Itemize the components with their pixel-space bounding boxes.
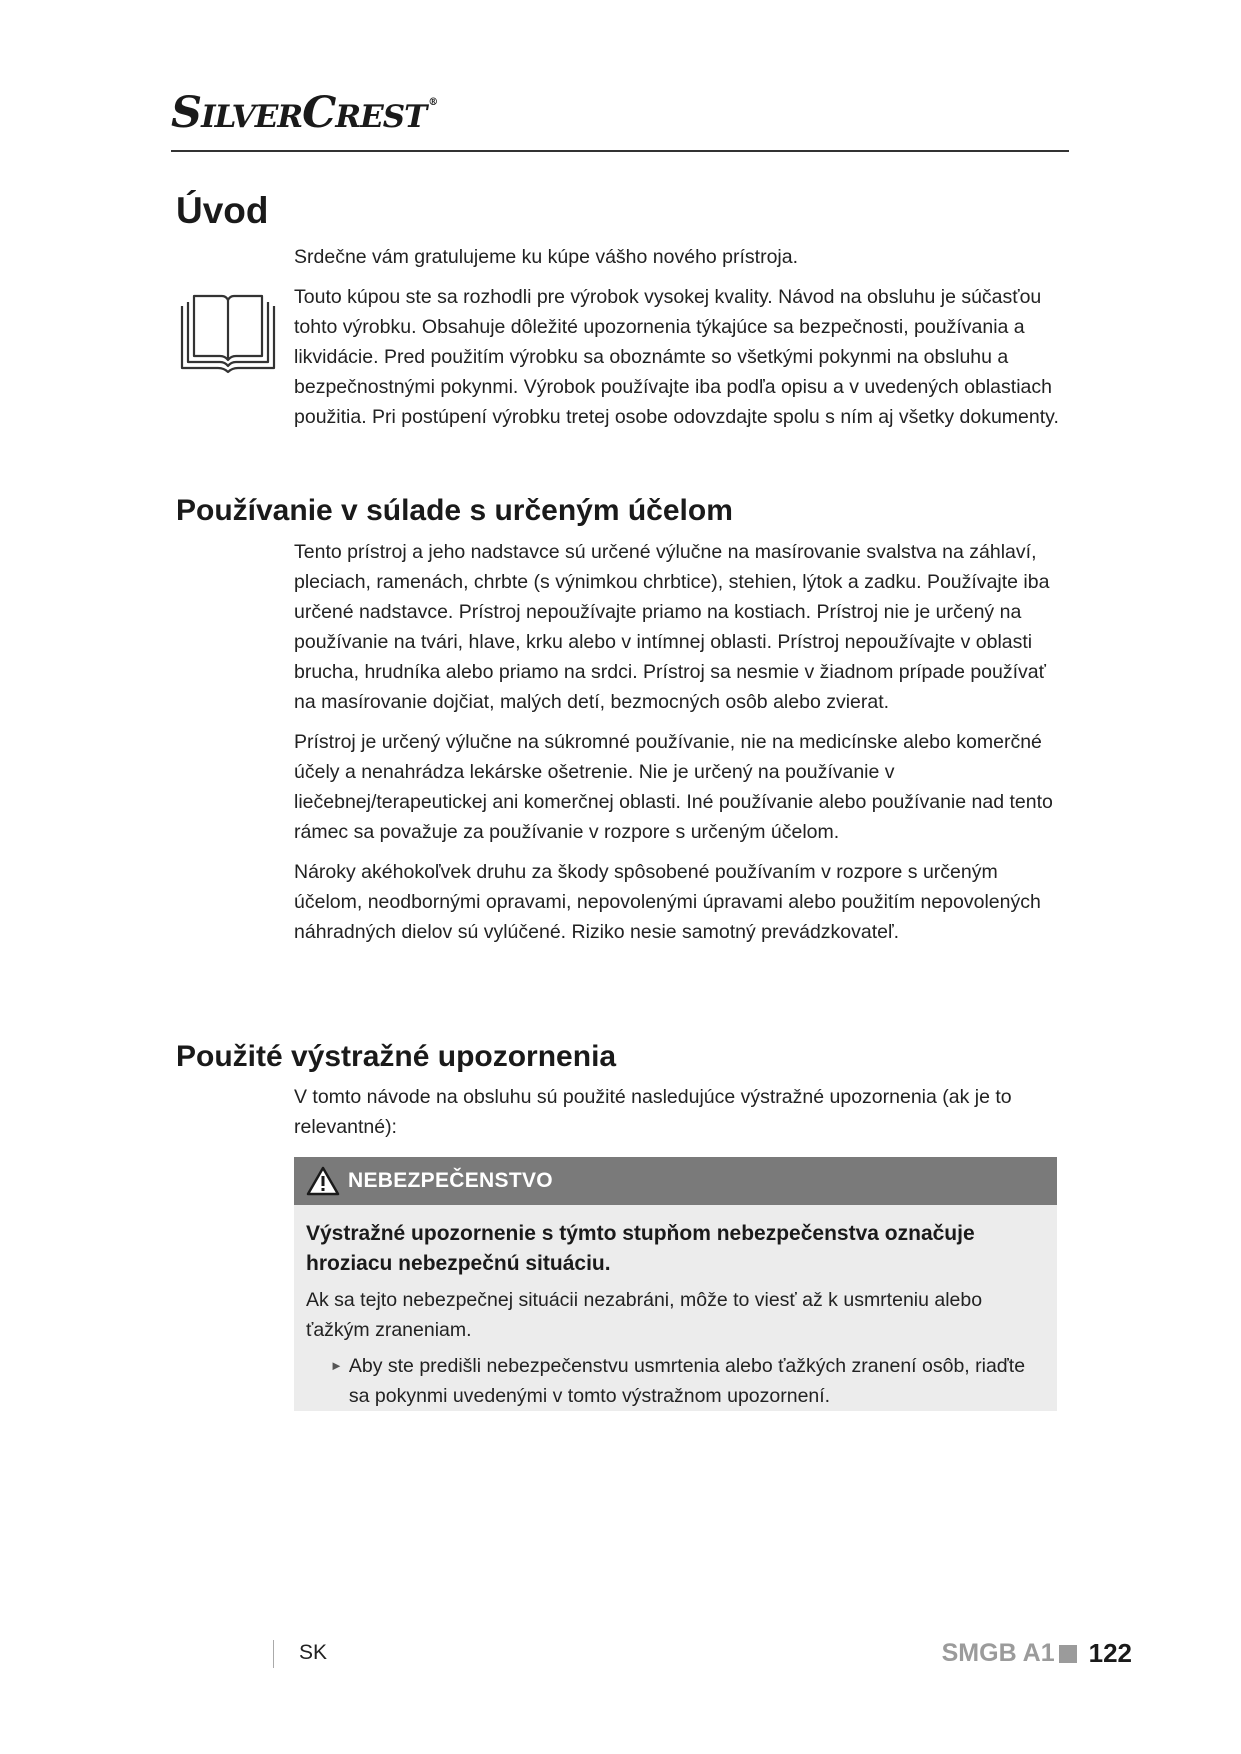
warnings-intro-text xyxy=(294,1082,1064,1152)
header-rule xyxy=(171,150,1069,152)
intended-use-text xyxy=(294,537,1064,957)
warning-triangle-icon xyxy=(306,1166,340,1196)
footer-square-icon xyxy=(1059,1645,1077,1663)
warning-heading: NEBEZPEČENSTVO xyxy=(348,1169,553,1192)
paragraph: Prístroj je určený výlučne na súkromné používanie, nie na medicínske alebo komerčné účely a nenahrádza lekárske ošetrenie. Nie je určený na používanie v liečebnej/terapeutickej ani komerčnej oblasti. Iné používanie alebo používanie nad tento rámec sa považuje za používanie v rozpore s určeným účelom. xyxy=(294,731,1053,843)
page-number: 122 xyxy=(1088,1638,1132,1668)
footer-model: SMGB A1 xyxy=(941,1639,1055,1667)
intro-text xyxy=(294,242,1064,442)
paragraph: Srdečne vám gratulujeme ku kúpe vášho nového prístroja. xyxy=(294,246,799,268)
footer-page-info xyxy=(942,1638,1132,1669)
warning-header xyxy=(294,1157,1057,1205)
warning-bullet-text: Aby ste predišli nebezpečenstvu usmrtenia alebo ťažkých zranení osôb, riaďte sa pokynmi uvedenými v tomto výstražnom upozornení. xyxy=(348,1355,1026,1407)
warning-text: Ak sa tejto nebezpečnej situácii nezabráni, môže to viesť až k usmrteniu alebo ťažkým zraneniam. xyxy=(306,1289,983,1341)
paragraph: Nároky akéhokoľvek druhu za škody spôsobené používaním v rozpore s určeným účelom, neodbornými opravami, nepovolenými úpravami alebo použitím nepovolených náhradných dielov sú vylúčené. Riziko nesie samotný prevádzkovateľ. xyxy=(294,861,1041,943)
book-icon xyxy=(178,292,278,374)
warning-bullet-item xyxy=(306,1351,1045,1411)
warning-body xyxy=(294,1205,1057,1411)
silvercrest-logo: SILVERCREST ® xyxy=(171,88,438,138)
paragraph: Tento prístroj a jeho nadstavce sú určené výlučne na masírovanie svalstva na záhlaví, pleciach, ramenách, chrbte (s výnimkou chrbtice), stehien, lýtok a zadku. Používajte iba určené nadstavce. Prístroj nepoužívajte priamo na kostiach. Prístroj nie je určený na používanie na tvári, hlave, krku alebo v intímnej oblasti. Prístroj nepoužívajte v oblasti brucha, hrudníka alebo priamo na srdci. Prístroj sa nesmie v žiadnom prípade používať na masírovanie dojčiat, malých detí, bezmocných osôb alebo zvierat. xyxy=(294,541,1050,713)
bullet-arrow-icon: ► xyxy=(330,1358,343,1373)
section-title-intro: Úvod xyxy=(176,190,269,231)
paragraph: Touto kúpou ste sa rozhodli pre výrobok vysokej kvality. Návod na obsluhu je súčasťou tohto výrobku. Obsahuje dôležité upozornenia týkajúce sa bezpečnosti, používania a likvidácie. Pred použitím výrobku sa oboznámte so všetkými pokynmi na obsluhu a bezpečnostnými pokynmi. Výrobok používajte iba podľa opisu a v uvedených oblastiach použitia. Pri postúpení výrobku tretej osobe odovzdajte spolu s ním aj všetky dokumenty. xyxy=(294,286,1059,428)
section-title-intended-use: Používanie v súlade s určeným účelom xyxy=(176,494,733,527)
section-title-warnings: Použité výstražné upozornenia xyxy=(176,1040,617,1073)
paragraph: V tomto návode na obsluhu sú použité nasledujúce výstražné upozornenia (ak je to relevantné): xyxy=(294,1086,1012,1138)
danger-warning-box xyxy=(294,1157,1057,1411)
warning-bold-text: Výstražné upozornenie s týmto stupňom nebezpečenstva označuje hroziacu nebezpečnú situáciu. xyxy=(306,1222,975,1275)
page-header xyxy=(171,88,1069,142)
footer-divider xyxy=(273,1640,274,1668)
footer-language: SK xyxy=(299,1641,328,1664)
